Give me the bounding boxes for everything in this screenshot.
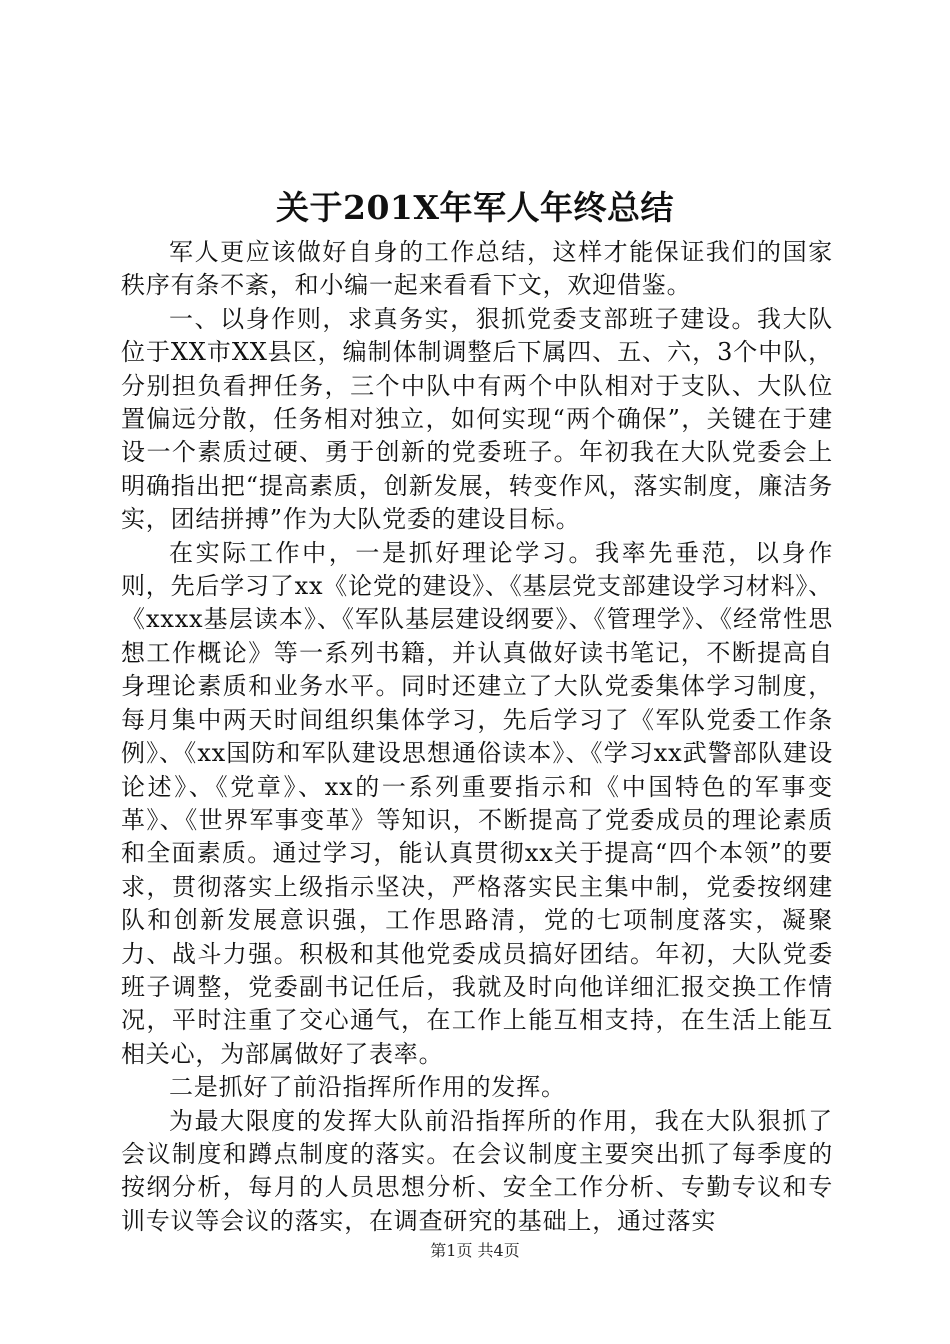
paragraph-intro: 军人更应该做好自身的工作总结，这样才能保证我们的国家秩序有条不紊，和小编一起来看看下文，欢迎借鉴。 <box>121 238 833 300</box>
document-body <box>121 236 833 1238</box>
page-footer: 第1页 共4页 <box>430 1241 520 1260</box>
paragraph-command-post: 为最大限度的发挥大队前沿指挥所的作用，我在大队狠抓了会议制度和蹲点制度的落实。在会议制度主要突出抓了每季度的按纲分析，每月的人员思想分析、安全工作分析、专勤专议和专训专议等会议的落实，在调查研究的基础上，通过落实 <box>121 1106 833 1235</box>
document-title: 关于201X年军人年终总结 <box>276 188 674 227</box>
paragraph-theory-study: 在实际工作中，一是抓好理论学习。我率先垂范，以身作则，先后学习了xx《论党的建设》、《基层党支部建设学习材料》、《xxxx基层读本》、《军队基层建设纲要》、《管理学》、《经常性思想工作概论》等一系列书籍，并认真做好读书笔记，不断提高自身理论素质和业务水平。同时还建立了大队党委集体学习制度，每月集中两天时间组织集体学习，先后学习了《军队党委工作条例》、《xx国防和军队建设思想通俗读本》、《学习xx武警部队建设论述》、《党章》、xx的一系列重要指示和《中国特色的军事变革》、《世界军事变革》等知识，不断提高了党委成员的理论素质和全面素质。通过学习，能认真贯彻xx关于提高“四个本领”的要求，贯彻落实上级指示坚决，严格落实民主集中制，党委按纲建队和创新发展意识强，工作思路清，党的七项制度落实，凝聚力、战斗力强。积极和其他党委成员搞好团结。年初，大队党委班子调整，党委副书记任后，我就及时向他详细汇报交换工作情况，平时注重了交心通气，在工作上能互相支持，在生活上能互相关心，为部属做好了表率。 <box>121 538 833 1068</box>
paragraph-section-one: 一、以身作则，求真务实，狠抓党委支部班子建设。我大队位于XX市XX县区，编制体制调整后下属四、五、六，3个中队，分别担负看押任务，三个中队中有两个中队相对于支队、大队位置偏远分散，任务相对独立，如何实现“两个确保”，关键在于建设一个素质过硬、勇于创新的党委班子。年初我在大队党委会上明确指出把“提高素质，创新发展，转变作风，落实制度，廉洁务实，团结拼搏”作为大队党委的建设目标。 <box>121 304 833 534</box>
paragraph-command-post-heading: 二是抓好了前沿指挥所作用的发挥。 <box>169 1073 566 1102</box>
